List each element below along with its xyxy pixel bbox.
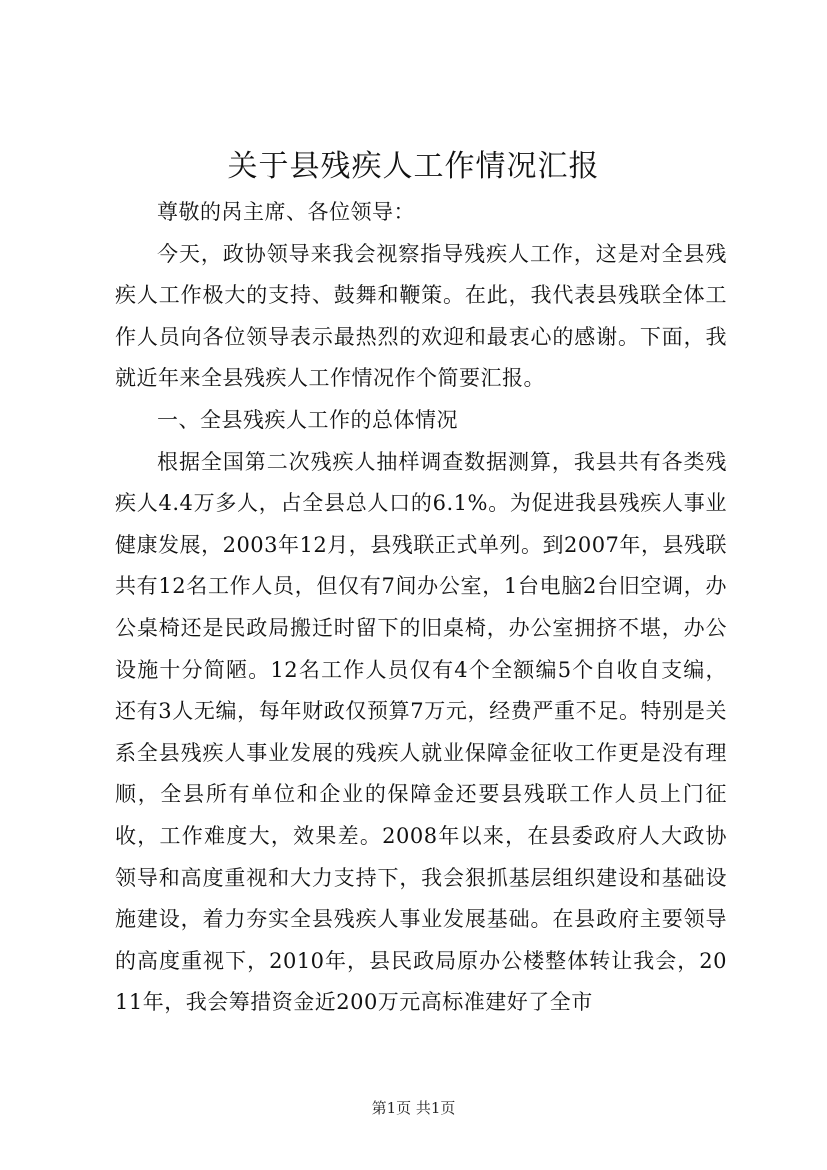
section-heading: 一、全县残疾人工作的总体情况 xyxy=(157,407,458,432)
document-body xyxy=(115,192,727,1024)
page-footer xyxy=(0,1098,827,1118)
salutation: 尊敬的呙主席、各位领导： xyxy=(157,200,415,224)
intro-paragraph: 今天，政协领导来我会视察指导残疾人工作，这是对全县残疾人工作极大的支持、鼓舞和鞭策。在此，我代表县残联全体工作人员向各位领导表示最热烈的欢迎和最衷心的感谢。下面，我就近年来全县残疾人工作情况作个简要汇报。 xyxy=(115,241,727,391)
section-paragraph: 根据全国第二次残疾人抽样调查数据测算，我县共有各类残疾人4.4万多人，占全县总人口的6.1%。为促进我县残疾人事业健康发展，2003年12月，县残联正式单列。到2007年，县残联共有12名工作人员，但仅有7间办公室，1台电脑2台旧空调，办公桌椅还是民政局搬迁时留下的旧桌椅，办公室拥挤不堪，办公设施十分简陋。12名工作人员仅有4个全额编5个自收自支编，还有3人无编，每年财政仅预算7万元，经费严重不足。特别是关系全县残疾人事业发展的残疾人就业保障金征收工作更是没有理顺，全县所有单位和企业的保障金还要县残联工作人员上门征收，工作难度大，效果差。2008年以来，在县委政府人大政协领导和高度重视和大力支持下，我会狠抓基层组织建设和基础设施建设，着力夯实全县残疾人事业发展基础。在县政府主要领导的高度重视下，2010年，县民政局原办公楼整体转让我会，2011年，我会筹措资金近200万元高标准建好了全市 xyxy=(115,449,727,1015)
document-title: 关于县残疾人工作情况汇报 xyxy=(227,149,600,184)
page-number-label: 第1页 共1页 xyxy=(371,1099,456,1117)
